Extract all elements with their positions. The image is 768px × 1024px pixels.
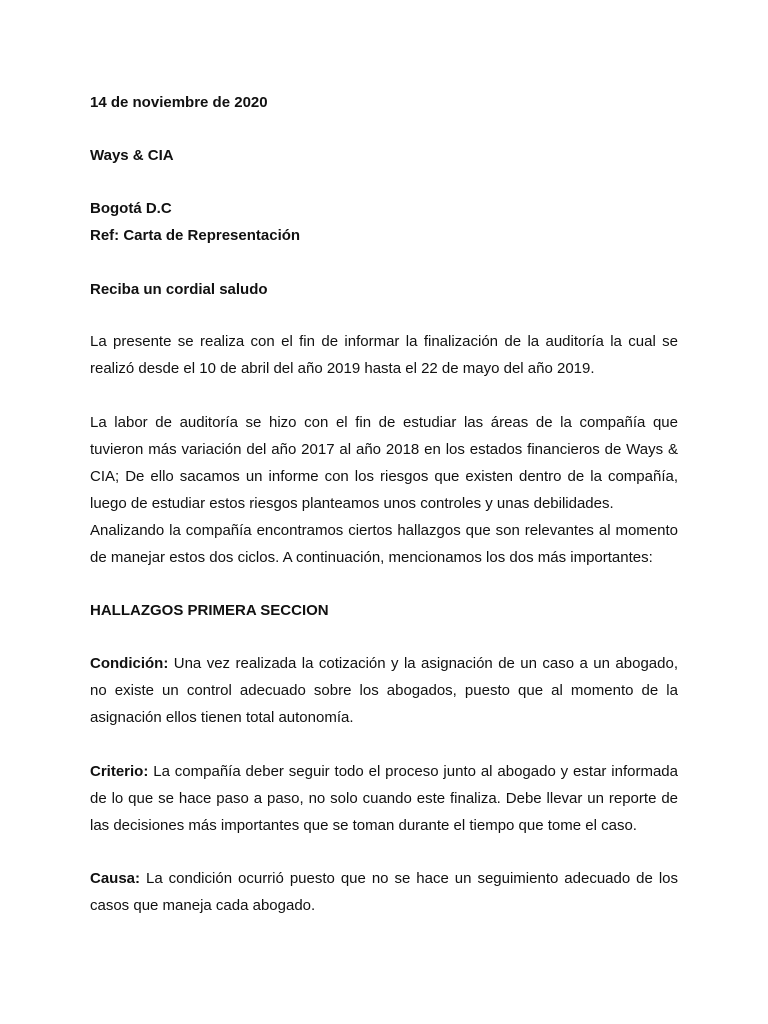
city: Bogotá D.C bbox=[90, 200, 172, 217]
reference-line: Ref: Carta de Representación bbox=[90, 227, 301, 244]
criterio-text: La compañía deber seguir todo el proceso junto al abogado y estar informada de lo que se hace paso a paso, no solo cuando este finaliza. Debe llevar un reporte de las decisiones más importantes que se toman durante el tiempo que tome el caso. bbox=[90, 763, 678, 834]
causa-text: La condición ocurrió puesto que no se hace un seguimiento adecuado de los casos que maneja cada abogado. bbox=[90, 870, 678, 914]
criterio-label: Criterio: bbox=[90, 763, 149, 780]
finding-condicion bbox=[90, 650, 678, 731]
greeting: Reciba un cordial saludo bbox=[90, 281, 268, 298]
section-title: HALLAZGOS PRIMERA SECCION bbox=[90, 602, 329, 619]
finding-causa bbox=[90, 865, 678, 919]
paragraph-audit-period: La presente se realiza con el fin de informar la finalización de la auditoría la cual se realizó desde el 10 de abril del año 2019 hasta el 22 de mayo del año 2019. bbox=[90, 333, 678, 377]
letter-date: 14 de noviembre de 2020 bbox=[90, 94, 268, 111]
causa-label: Causa: bbox=[90, 870, 141, 887]
condicion-text: Una vez realizada la cotización y la asignación de un caso a un abogado, no existe un control adecuado sobre los abogados, puesto que al momento de la asignación ellos tienen total autonomía. bbox=[90, 655, 678, 726]
finding-criterio bbox=[90, 758, 678, 839]
paragraph-findings-intro: Analizando la compañía encontramos ciertos hallazgos que son relevantes al momento de manejar estos dos ciclos. A continuación, mencionamos los dos más importantes: bbox=[90, 522, 678, 566]
paragraph-audit-scope: La labor de auditoría se hizo con el fin de estudiar las áreas de la compañía que tuvieron más variación del año 2017 al año 2018 en los estados financieros de Ways & CIA; De ello sacamos un informe con los riesgos que existen dentro de la compañía, luego de estudiar estos riesgos planteamos unos controles y unas debilidades. bbox=[90, 414, 678, 512]
company-name: Ways & CIA bbox=[90, 147, 174, 164]
condicion-label: Condición: bbox=[90, 655, 169, 672]
